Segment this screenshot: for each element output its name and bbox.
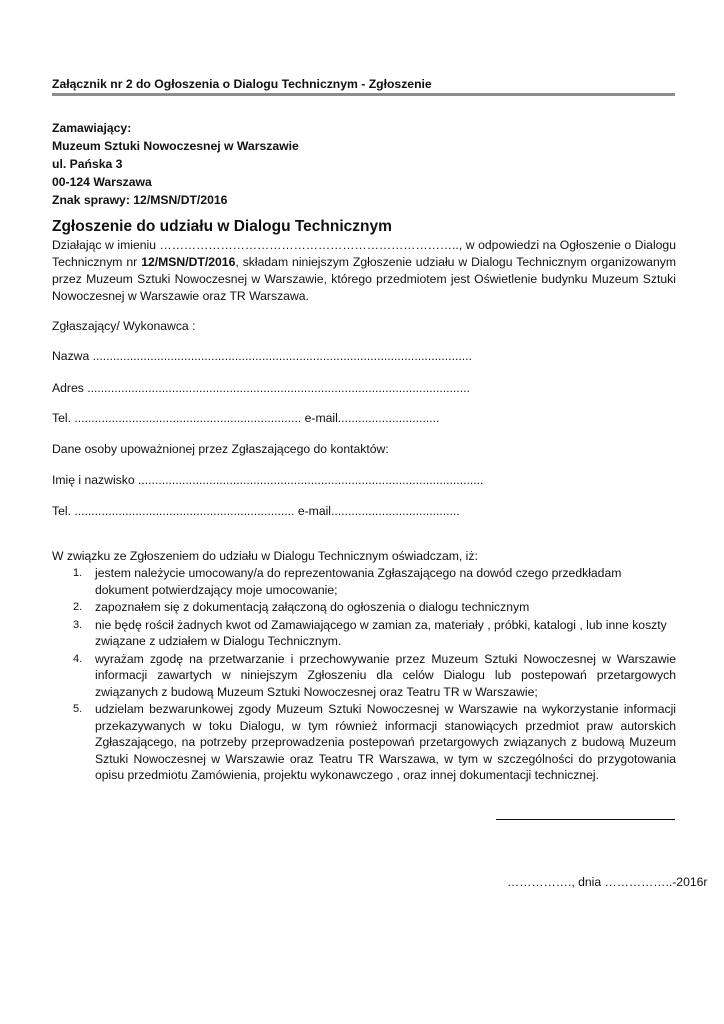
list-item-text: jestem należycie umocowany/a do reprezentowania Zgłaszającego na dowód czego przedkładam dokument potwierdzający moje umocowanie;	[95, 566, 622, 597]
intro-text-part2: , składam niniejszym Zgłoszenie udziału w Dialogu Technicznym organizowanym przez Muzeum Sztuki Nowoczesnej w Warszawie, którego przedmiotem jest Oświetlenie budynku Muzeum Sztuki Nowoczesnej w Warszawie oraz TR Warszawa.	[52, 255, 676, 303]
case-number: Znak sprawy: 12/MSN/DT/2016	[52, 193, 228, 207]
header-divider	[52, 93, 675, 96]
contact-person-label: Dane osoby upoważnionej przez Zgłaszającego do kontaktów:	[52, 442, 389, 456]
applicant-label: Zgłaszający/ Wykonawca :	[52, 319, 196, 333]
intro-reference-number: 12/MSN/DT/2016	[141, 255, 236, 269]
addressee-block	[52, 119, 299, 209]
list-item-number: 3.	[73, 618, 83, 631]
list-item-text: wyrażam zgodę na przetwarzanie i przechowywanie przez Muzeum Sztuki Nowoczesnej w Warszawie informacji zawartych w niniejszym Zgłoszeniu dla celów Dialogu lub postepowań przetargowych związanych z budową Muzeum Sztuki Nowoczesnej oraz Teatru TR w Warszawie;	[95, 651, 676, 699]
document-title: Zgłoszenie do udziału w Dialogu Technicznym	[52, 218, 392, 235]
signature-line	[496, 819, 675, 820]
list-item-number: 2.	[73, 601, 83, 613]
addressee-city: 00-124 Warszawa	[52, 175, 152, 189]
addressee-name: Muzeum Sztuki Nowoczesnej w Warszawie	[52, 139, 299, 153]
list-item	[52, 701, 676, 784]
intro-text-part1: Działając w imieniu ……………………………………………………………….., w odpowiedzi na Ogłoszenie o Dialogu Technicznym nr	[52, 238, 676, 269]
date-line: ……………., dnia ……………..-2016r	[507, 875, 708, 889]
intro-paragraph	[52, 237, 676, 305]
addressee-street: ul. Pańska 3	[52, 157, 123, 171]
list-item	[52, 599, 676, 616]
list-item-number: 5.	[73, 703, 83, 715]
document-header-title: Załącznik nr 2 do Ogłoszenia o Dialogu Technicznym - Zgłoszenie	[52, 77, 432, 91]
declaration-list	[52, 565, 676, 785]
fullname-field-line: Imię i nazwisko ......................................................................................................	[52, 473, 484, 487]
phone-email-field-line: Tel. ................................................................... e-mail..............................	[52, 411, 440, 425]
list-item	[52, 651, 676, 701]
name-field-line: Nazwa ................................................................................................................	[52, 349, 472, 363]
list-item	[52, 617, 676, 650]
contact-phone-email-field-line: Tel. ................................................................. e-mail......................................	[52, 504, 460, 518]
list-item-number: 1.	[73, 567, 83, 579]
address-field-line: Adres .................................................................................................................	[52, 381, 470, 395]
list-item-number: 4.	[73, 652, 83, 665]
list-item-text: zapoznałem się z dokumentacją załączoną do ogłoszenia o dialogu technicznym	[95, 600, 530, 614]
list-item-text: nie będę rościł żadnych kwot od Zamawiającego w zamian za, materiały , próbki, katalogi , lub inne koszty związane z udziałem w Dialogu Technicznym.	[95, 617, 667, 648]
addressee-label: Zamawiający:	[52, 121, 132, 135]
declaration-intro: W związku ze Zgłoszeniem do udziału w Dialogu Technicznym oświadczam, iż:	[52, 549, 478, 563]
list-item-text: udzielam bezwarunkowej zgody Muzeum Sztuki Nowoczesnej w Warszawie na wykorzystanie informacji przekazywanych w toku Dialogu, w tym również informacji stanowiących przedmiot praw autorskich Zgłaszającego, na potrzeby przeprowadzenia postepowań przetargowych związanych z budową Muzeum Sztuki Nowoczesnej w Warszawie oraz Teatru TR Warszawa, w tym w szczególności do przygotowania opisu przedmiotu Zamówienia, projektu wykonawczego , oraz innej dokumentacji technicznej.	[95, 702, 676, 782]
list-item	[52, 565, 676, 598]
